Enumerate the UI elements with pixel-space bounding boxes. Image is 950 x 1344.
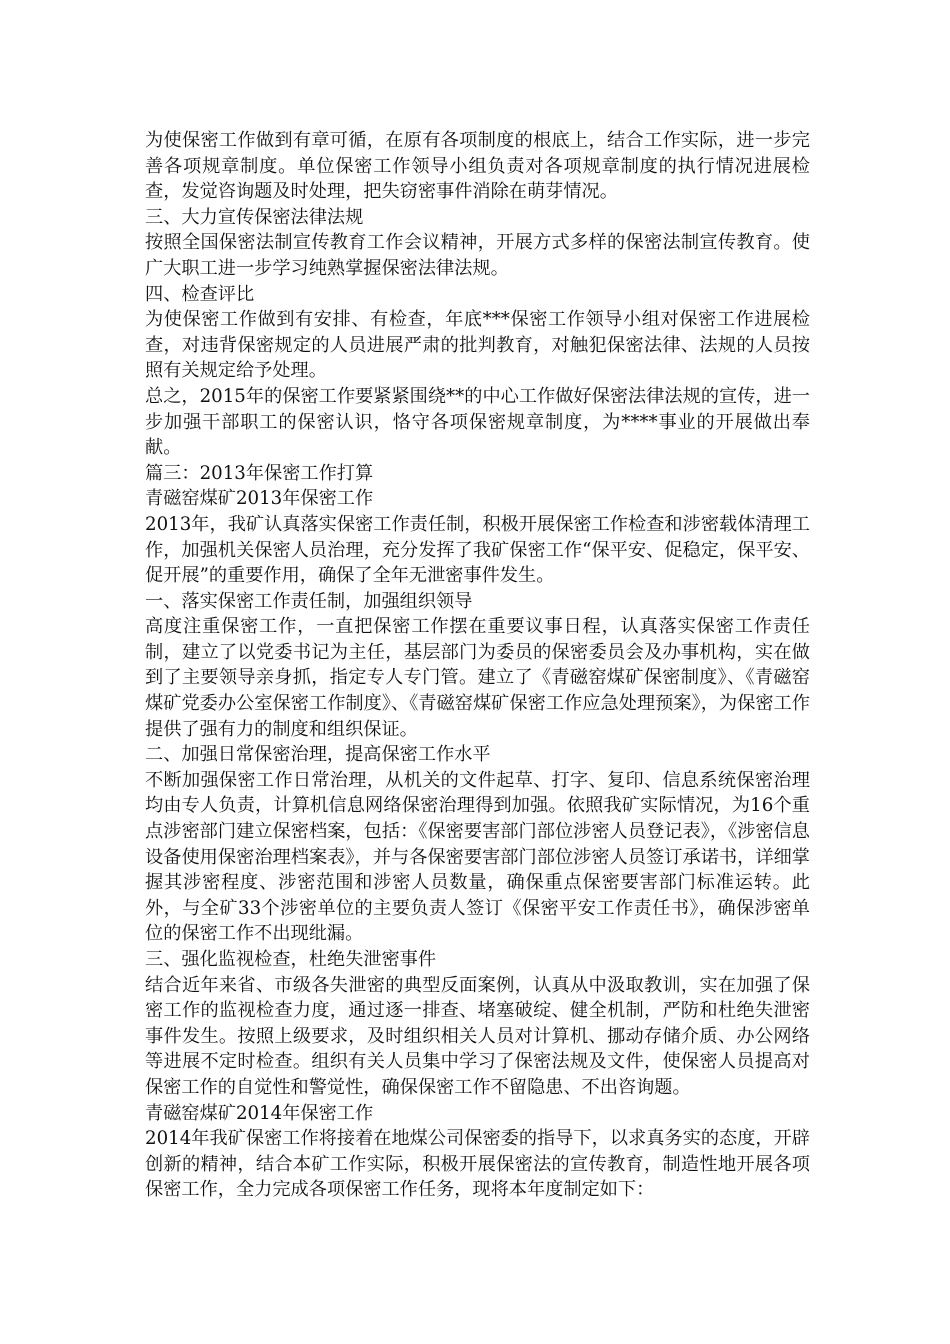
paragraph: 结合近年来省、市级各失泄密的典型反面案例，认真从中汲取教训，实在加强了保密工作的监视检查力度，通过逐一排查、堵塞破绽、健全机制，严防和杜绝失泄密事件发生。按照上级要求，及时组织相关人员对计算机、挪动存储介质、办公网络等进展不定时检查。组织有关人员集中学习了保密法规及文件，使保密人员提高对保密工作的自觉性和警觉性，确保保密工作不留隐患、不出咨询题。	[145, 974, 810, 1098]
section-heading: 三、强化监视检查，杜绝失泄密事件	[145, 949, 437, 970]
section-heading: 四、检查评比	[145, 283, 255, 305]
paragraph: 总之，2015年的保密工作要紧紧围绕**的中心工作做好保密法律法规的宣传，进一步加强干部职工的保密认识，恪守各项保密规章制度，为****事业的开展做出奉献。	[145, 385, 810, 459]
section-title: 青磁窑煤矿2013年保密工作	[145, 488, 374, 510]
paragraph: 不断加强保密工作日常治理，从机关的文件起草、打字、复印、信息系统保密治理均由专人负责，计算机信息网络保密治理得到加强。依照我矿实际情况，为16个重点涉密部门建立保密档案，包括：《保密要害部门部位涉密人员登记表》，《涉密信息设备使用保密治理档案表》，并与各保密要害部门部位涉密人员签订承诺书，详细掌握其涉密程度、涉密范围和涉密人员数量，确保重点保密要害部门标准运转。此外，与全矿33个涉密单位的主要负责人签订《保密平安工作责任书》，确保涉密单位的保密工作不出现纰漏。	[145, 769, 810, 945]
paragraph: 2014年我矿保密工作将接着在地煤公司保密委的指导下，以求真务实的态度，开辟创新的精神，结合本矿工作实际，积极开展保密法的宣传教育，制造性地开展各项保密工作，全力完成各项保密工作任务，现将本年度制定如下：	[145, 1128, 810, 1201]
section-heading: 三、大力宣传保密法律法规	[145, 206, 364, 228]
paragraph: 为使保密工作做到有安排、有检查，年底***保密工作领导小组对保密工作进展检查，对违背保密规定的人员进展严肃的批判教育，对触犯保密法律、法规的人员按照有关规定给予处理。	[145, 309, 810, 382]
paragraph: 为使保密工作做到有章可循，在原有各项制度的根底上，结合工作实际，进一步完善各项规章制度。单位保密工作领导小组负责对各项规章制度的执行情况进展检查，发觉咨询题及时处理，把失窃密事件消除在萌芽情况。	[145, 130, 810, 203]
section-heading: 二、加强日常保密治理，提高保密工作水平	[145, 744, 491, 766]
paragraph: 高度注重保密工作，一直把保密工作摆在重要议事日程，认真落实保密工作责任制，建立了以党委书记为主任，基层部门为委员的保密委员会及办事机构，实在做到了主要领导亲身抓，指定专人专门管。建立了《青磁窑煤矿保密制度》、《青磁窑煤矿党委办公室保密工作制度》、《青磁窑煤矿保密工作应急处理预案》，为保密工作提供了强有力的制度和组织保证。	[145, 616, 810, 740]
section-title: 青磁窑煤矿2014年保密工作	[145, 1102, 374, 1124]
paragraph: 2013年，我矿认真落实保密工作责任制，积极开展保密工作检查和涉密载体清理工作，加强机关保密人员治理，充分发挥了我矿保密工作“保平安、促稳定，保平安、促开展”的重要作用，确保了全年无泄密事件发生。	[145, 513, 810, 587]
article-title: 篇三：2013年保密工作打算	[145, 462, 374, 484]
paragraph: 按照全国保密法制宣传教育工作会议精神，开展方式多样的保密法制宣传教育。使广大职工进一步学习纯熟掌握保密法律法规。	[145, 232, 810, 279]
document-body	[145, 128, 810, 1203]
section-heading: 一、落实保密工作责任制，加强组织领导	[145, 590, 473, 612]
